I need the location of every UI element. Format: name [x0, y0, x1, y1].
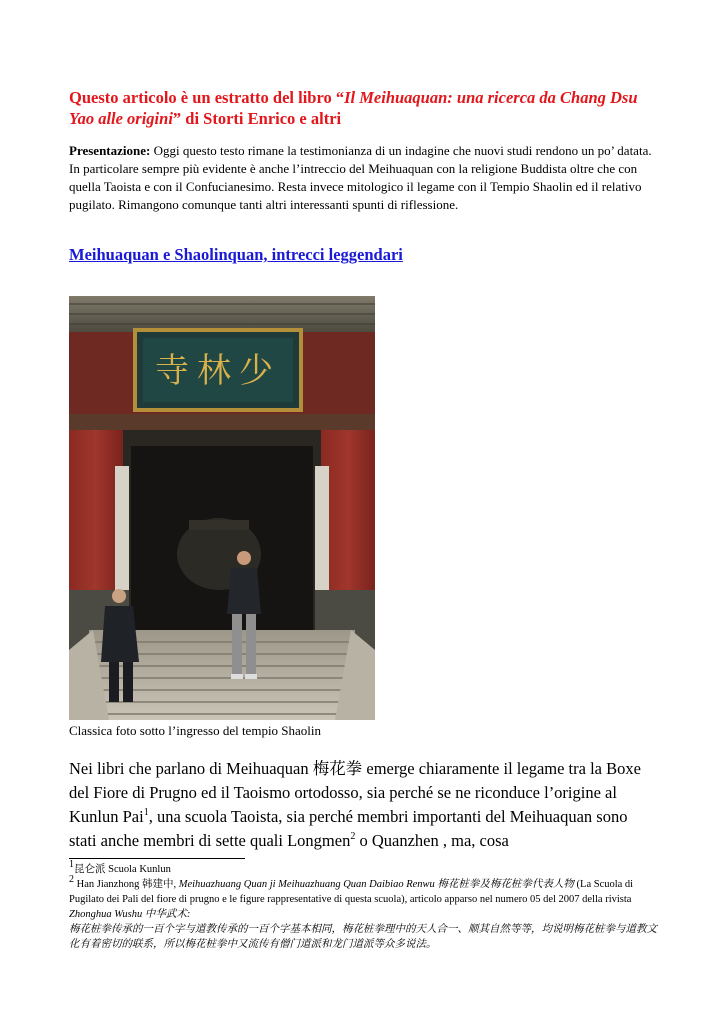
- footnote-2-mid: (La Scuola di Pugilato dei Pali del fiore di prugno e le figure rappresentative di questa scuola), articolo apparso nel numero 05 del 2007 della rivista: [69, 879, 634, 905]
- footnote-ref-1[interactable]: 1: [143, 806, 149, 818]
- footnote-2-journal: Zhonghua Wushu 中华武术:: [69, 909, 191, 920]
- body-part-3: o Quanzhen , ma, cosa: [355, 831, 509, 850]
- temple-plaque-text: 寺林少: [155, 351, 281, 391]
- book-title: Il Meihuaquan: una ricerca da Chang Dsu Yao alle origini: [69, 88, 638, 128]
- intro-text: Oggi questo testo rimane la testimonianza di un indagine che nuovi studi rendono un po’ datata. In particolare sempre più evidente è anche l’intreccio del Meihuaquan con la religione Buddista oltre che con quella Taoista e con il Confucianesimo. Resta invece mitologico il legame con il Tempio Shaolin ed il relativo pugilato. Rimangono comunque tanti altri interessanti spunti di riflessione.: [69, 143, 652, 212]
- title-suffix: ” di Storti Enrico e altri: [172, 109, 342, 128]
- footnote-2-title: Meihuazhuang Quan ji Meihuazhuang Quan Daibiao Renwu 梅花桩拳及梅花桩拳代表人物: [178, 879, 574, 890]
- intro-paragraph: [69, 142, 659, 214]
- footnote-2-number: 2: [69, 873, 74, 885]
- footnote-1: [69, 858, 659, 877]
- footnote-ref-2[interactable]: 2: [350, 830, 356, 842]
- title-prefix: Questo articolo è un estratto del libro “: [69, 88, 345, 107]
- footnote-1-number: 1: [69, 858, 74, 870]
- shaolin-temple-photo: [69, 296, 375, 720]
- intro-label: Presentazione:: [69, 143, 151, 158]
- section-heading-link[interactable]: Meihuaquan e Shaolinquan, intrecci leggendari: [69, 245, 403, 264]
- footnote-2: [69, 873, 659, 922]
- footnote-2-prefix: Han Jianzhong 韩建中,: [74, 879, 179, 890]
- footnote-1-text: 昆仑派 Scuola Kunlun: [74, 864, 171, 875]
- body-part-1: Nei libri che parlano di Meihuaquan 梅花拳 emerge chiaramente il legame tra la Boxe del Fiore di Prugno ed il Taoismo ortodosso, sia perché se ne riconduce l’origine al Kunlun Pai: [69, 759, 641, 826]
- footnote-separator: [69, 858, 245, 859]
- body-paragraph: [69, 757, 659, 853]
- footnote-2-quote: 梅花桩拳传承的一百个字与道教传承的一百个字基本相同，梅花桩拳理中的天人合一、顺其自然等等，均说明梅花桩拳与道教文化有着密切的联系，所以梅花桩拳中又流传有僧门道派和龙门道派等众多说法。: [69, 924, 657, 950]
- body-part-2: , una scuola Taoista, sia perché membri importanti del Meihuaquan sono stati anche membri di sette quali Longmen: [69, 807, 628, 850]
- photo-caption: Classica foto sotto l’ingresso del tempio Shaolin: [69, 723, 322, 738]
- article-title: [69, 87, 659, 129]
- footnotes: [69, 858, 659, 952]
